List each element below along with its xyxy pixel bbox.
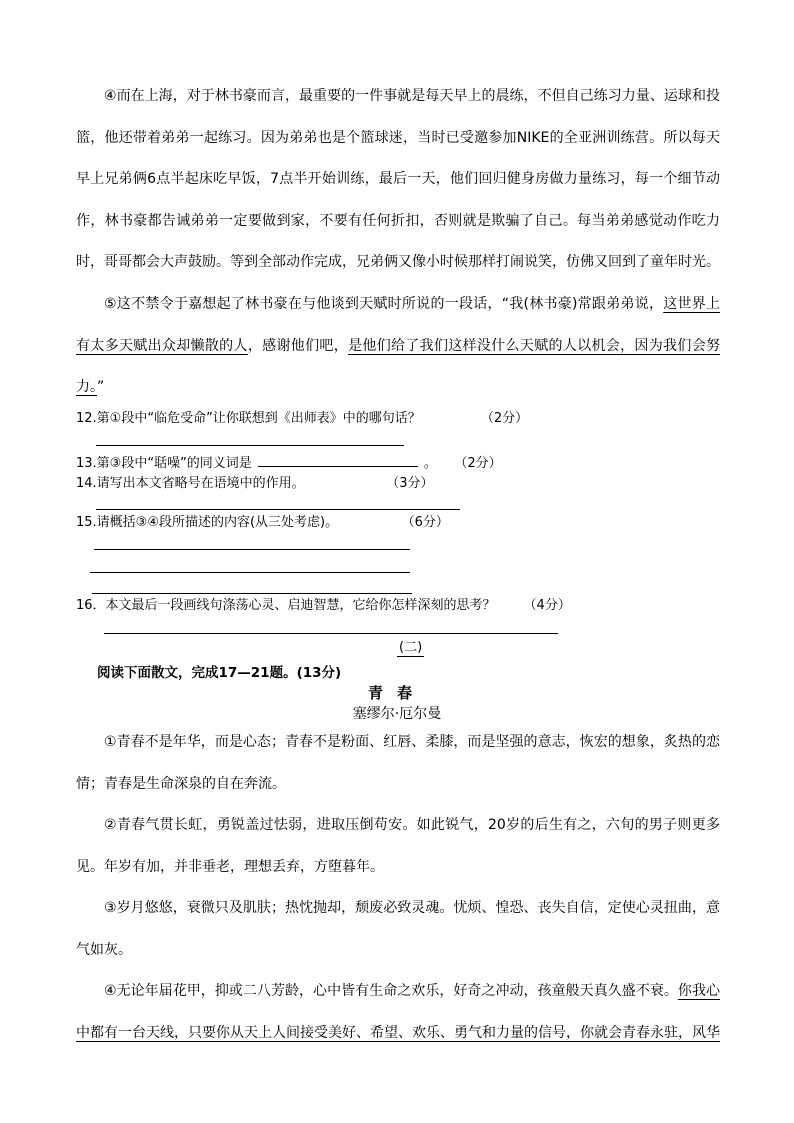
essay-paragraph-1: ①青春不是年华，而是心态；青春不是粉面、红唇、柔膝，而是坚强的意志，恢宏的想象，炙热的恋情；青春是生命深泉的自在奔流。 xyxy=(76,734,720,792)
question-16-text: 16．本文最后一段画线句涤荡心灵、启迪智慧，它给你怎样深刻的思考？ xyxy=(76,598,496,613)
question-14-points: （3分） xyxy=(392,476,434,491)
paragraph-5 xyxy=(76,284,720,409)
answer-line-15b[interactable] xyxy=(90,572,410,573)
essay-paragraph-4-text: ④无论年届花甲，抑或二八芳龄，心中皆有生命之欢乐，好奇之冲动，孩童般天真久盛不衰。 xyxy=(104,983,678,999)
essay-paragraph-3: ③岁月悠悠，衰微只及肌肤；热忱抛却，颓废必致灵魂。忧烦、惶恐、丧失自信，定使心灵扭曲，意气如灰。 xyxy=(76,900,720,958)
answer-line-14[interactable] xyxy=(96,509,460,510)
question-13-text: 13.第③段中“聒噪”的同义词是 xyxy=(76,456,252,471)
answer-line-15c[interactable] xyxy=(92,593,412,594)
question-13 xyxy=(76,454,502,472)
question-13-points: （2分） xyxy=(460,456,502,471)
answer-blank-13[interactable] xyxy=(258,454,418,467)
question-12-text: 12.第①段中“临危受命”让你联想到《出师表》中的哪句话？ xyxy=(76,411,421,426)
question-15-points: （6分） xyxy=(408,515,449,530)
paragraph-5-end: ” xyxy=(97,379,105,395)
paragraph-5-text-2: ，感谢他们吧， xyxy=(247,337,349,354)
essay-paragraph-4-underlined: 你我心中都有一台天线，只要你从天上人间接受美好、希望、欢乐、勇气和力量的信号，你就会青春永驻，风华 xyxy=(76,983,720,1041)
essay-author: 塞缪尔·厄尔曼 xyxy=(352,706,442,722)
question-12 xyxy=(76,411,528,427)
section-marker: (二) xyxy=(399,640,423,655)
question-12-points: （2分） xyxy=(480,411,529,426)
question-16-points: （4分） xyxy=(523,598,571,613)
question-16 xyxy=(76,598,571,614)
paragraph-4: ④而在上海，对于林书豪而言，最重要的一件事就是每天早上的晨练，不但自己练习力量、运球和投篮，他还带着弟弟一起练习。因为弟弟也是个篮球迷，当时已受邀参加NIKE的全亚洲训练营。所以每天早上兄弟俩6点半起床吃早饭，7点半开始训练，最后一天，他们回归健身房做力量练习，每一个细节动作，林书豪都告诫弟弟一定要做到家，不要有任何折扣，否则就是欺骗了自己。每当弟弟感觉动作吃力时，哥哥都会大声鼓励。等到全部动作完成，兄弟俩又像小时候那样打闹说笑，仿佛又回到了童年时光。 xyxy=(76,88,720,270)
paragraph-5-underlined-2: 是他们给了我们这样没什么天赋的人以机会，因为我们会努力。 xyxy=(76,337,721,395)
answer-line-16[interactable] xyxy=(104,633,558,634)
question-14-text: 14.请写出本文省略号在语境中的作用。 xyxy=(76,476,305,491)
section-instruction: 阅读下面散文，完成17—21题。(13分) xyxy=(97,665,342,681)
question-14 xyxy=(76,476,433,492)
answer-line-15a[interactable] xyxy=(94,549,410,550)
essay-paragraph-4 xyxy=(76,971,720,1054)
essay-title: 青春 xyxy=(367,684,426,702)
question-15 xyxy=(76,515,449,531)
paragraph-5-text: ⑤这不禁令于嘉想起了林书豪在与他谈到天赋时所说的一段话，“我(林书豪)常跟弟弟说， xyxy=(104,296,664,312)
essay-paragraph-2: ②青春气贯长虹，勇锐盖过怯弱，进取压倒苟安。如此锐气，20岁的后生有之，六旬的男子则更多见。年岁有加，并非垂老，理想丢弃，方堕暮年。 xyxy=(76,817,720,875)
question-15-text: 15.请概括③④段所描述的内容(从三处考虑)。 xyxy=(76,515,339,530)
paragraph-5-underlined-1: 这世界上有太多天赋出众却懒散的人 xyxy=(76,296,721,354)
question-13-end: 。 xyxy=(423,456,437,471)
answer-line-12[interactable] xyxy=(96,445,404,446)
